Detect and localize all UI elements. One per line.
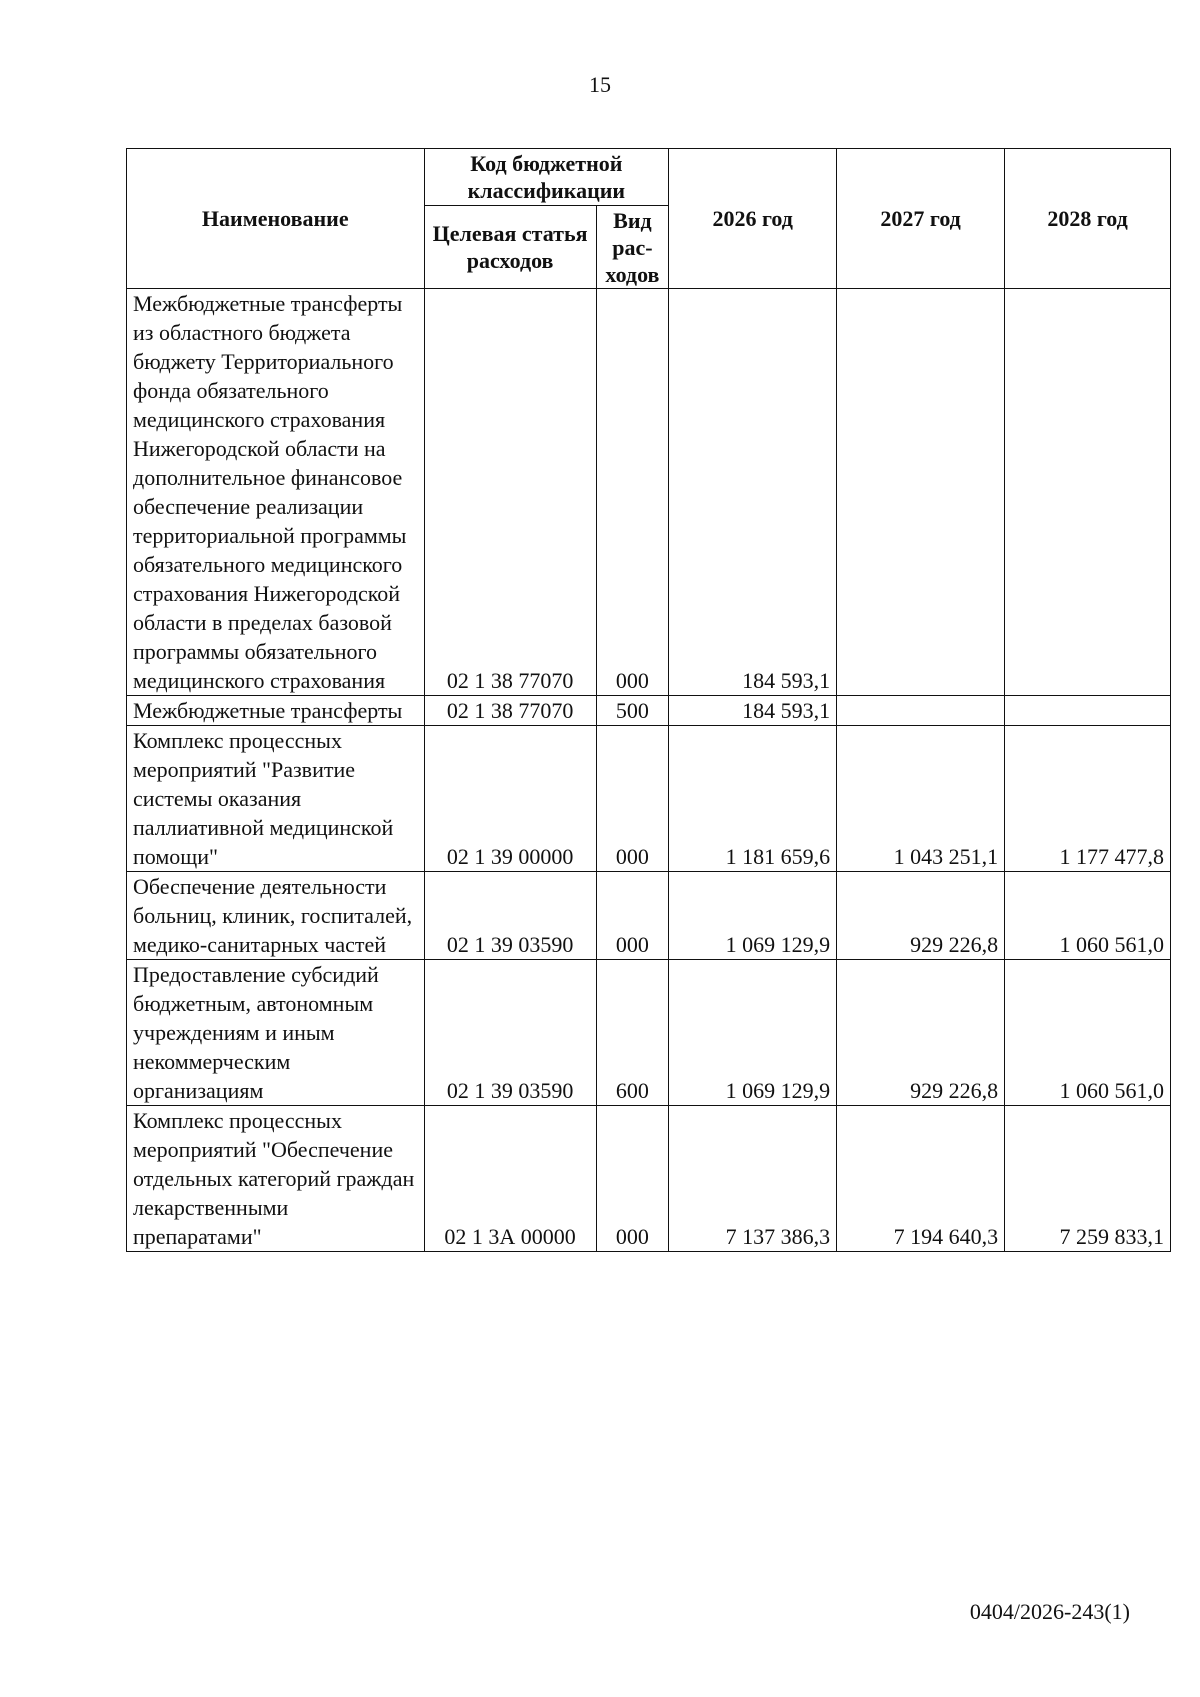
row-code: 02 1 3А 00000 [424,1106,596,1252]
header-2026: 2026 год [669,149,837,289]
row-value-2026: 7 137 386,3 [669,1106,837,1252]
document-code: 0404/2026-243(1) [969,1599,1130,1624]
row-value-2028 [1005,696,1171,726]
row-value-2027 [837,289,1005,696]
row-kind: 000 [596,726,669,872]
row-kind: 000 [596,872,669,960]
row-name: Комплекс процессных мероприятий "Обеспечение отдельных категорий граждан лекарственными препаратами" [127,1106,425,1252]
row-name: Предоставление субсидий бюджетным, автономным учреждениям и иным некоммерческим организациям [127,960,425,1106]
row-kind: 600 [596,960,669,1106]
row-code: 02 1 38 77070 [424,289,596,696]
table-row [127,289,1171,696]
row-kind: 500 [596,696,669,726]
row-kind: 000 [596,1106,669,1252]
row-value-2028: 7 259 833,1 [1005,1106,1171,1252]
budget-table [126,148,1171,1252]
row-value-2027: 1 043 251,1 [837,726,1005,872]
row-value-2027 [837,696,1005,726]
header-2027: 2027 год [837,149,1005,289]
row-name: Обеспечение деятельности больниц, клиник, госпиталей, медико-санитарных частей [127,872,425,960]
header-2028: 2028 год [1005,149,1171,289]
row-value-2026: 1 181 659,6 [669,726,837,872]
row-value-2028: 1 177 477,8 [1005,726,1171,872]
table-row [127,696,1171,726]
row-value-2026: 184 593,1 [669,696,837,726]
row-value-2026: 1 069 129,9 [669,872,837,960]
header-row-top [127,149,1171,206]
row-value-2028: 1 060 561,0 [1005,960,1171,1106]
row-code: 02 1 39 03590 [424,872,596,960]
row-code: 02 1 39 03590 [424,960,596,1106]
row-value-2027: 7 194 640,3 [837,1106,1005,1252]
table-row [127,960,1171,1106]
table-row [127,872,1171,960]
row-kind: 000 [596,289,669,696]
row-value-2027: 929 226,8 [837,872,1005,960]
header-target: Целевая статья расходов [424,206,596,289]
table-row [127,1106,1171,1252]
row-value-2027: 929 226,8 [837,960,1005,1106]
row-code: 02 1 39 00000 [424,726,596,872]
row-value-2026: 1 069 129,9 [669,960,837,1106]
header-name: Наименование [127,149,425,289]
table-row [127,726,1171,872]
row-value-2026: 184 593,1 [669,289,837,696]
row-name: Межбюджетные трансферты [127,696,425,726]
header-code-group: Код бюджетной классификации [424,149,669,206]
row-value-2028: 1 060 561,0 [1005,872,1171,960]
page-number: 15 [589,72,611,97]
header-kind: Вид рас-ходов [596,206,669,289]
row-name: Комплекс процессных мероприятий "Развитие системы оказания паллиативной медицинской помощи" [127,726,425,872]
row-value-2028 [1005,289,1171,696]
row-code: 02 1 38 77070 [424,696,596,726]
row-name: Межбюджетные трансферты из областного бюджета бюджету Территориального фонда обязательного медицинского страхования Нижегородской области на дополнительное финансовое обеспечение реализации территориальной программы обязательного медицинского страхования Нижегородской области в пределах базовой программы обязательного медицинского страхования [127,289,425,696]
